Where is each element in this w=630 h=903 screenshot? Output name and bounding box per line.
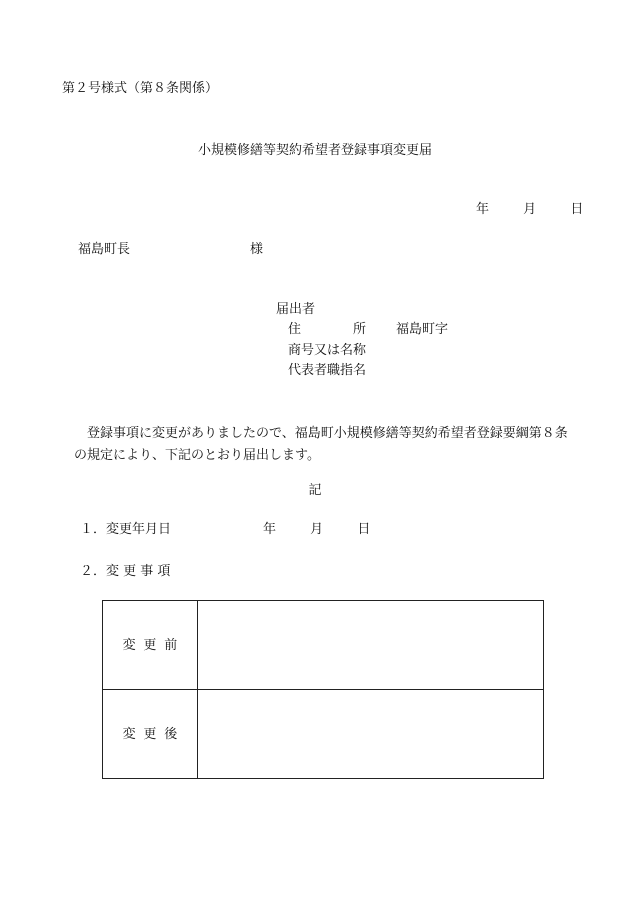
change-items-label: ２．変 更 事 項 <box>80 564 171 579</box>
form-number: 第２号様式（第８条関係） <box>62 81 219 96</box>
changes-row-before <box>103 601 544 690</box>
after-change-field[interactable] <box>197 690 543 779</box>
change-date-label: １．変更年月日 <box>80 522 172 537</box>
recipient-name: 福島町長 <box>78 242 131 257</box>
after-change-label: 変更後 <box>103 690 198 779</box>
applicant-heading: 届出者 <box>276 302 316 317</box>
before-change-field[interactable] <box>197 601 543 690</box>
address-label: 住 所 <box>288 322 367 337</box>
submission-date <box>468 203 583 216</box>
change-date-field <box>263 523 370 536</box>
change-date-day-label: 日 <box>357 522 371 537</box>
representative-label: 代表者職指名 <box>288 363 367 378</box>
business-name-label: 商号又は名称 <box>288 343 367 358</box>
ki-heading: 記 <box>308 483 322 498</box>
changes-table <box>102 600 544 779</box>
date-month-label: 月 <box>523 202 537 217</box>
address-value: 福島町字 <box>396 322 449 337</box>
changes-row-after <box>103 690 544 779</box>
form-title: 小規模修繕等契約希望者登録事項変更届 <box>197 143 432 158</box>
notice-body-text: 登録事項に変更がありましたので、福島町小規模修繕等契約希望者登録要綱第８条の規定により、下記のとおり届出します。 <box>74 426 568 463</box>
before-change-label: 変更前 <box>103 601 198 690</box>
change-date-month-label: 月 <box>310 522 324 537</box>
recipient-honorific: 様 <box>250 242 264 257</box>
date-year-label: 年 <box>476 202 490 217</box>
change-date-year-label: 年 <box>263 522 277 537</box>
date-day-label: 日 <box>570 202 584 217</box>
